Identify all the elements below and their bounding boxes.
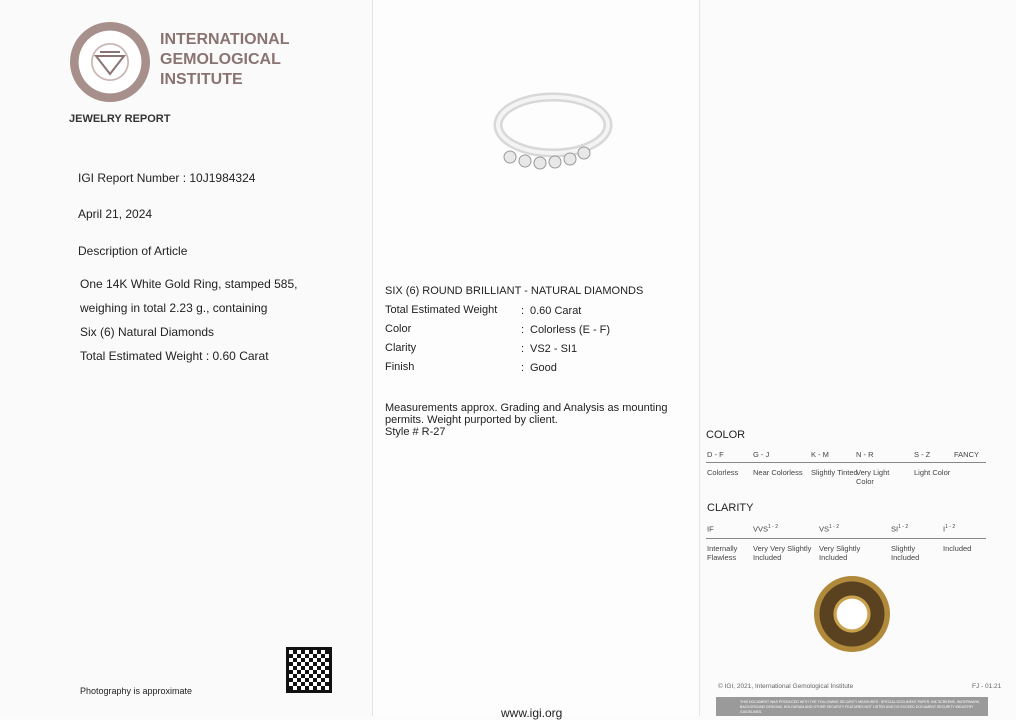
report-right-panel [700, 0, 1016, 716]
clarity-grade-label: VS [819, 524, 830, 534]
color-grade-description: Very Light Color [856, 468, 890, 486]
color-scale-title: COLOR [706, 429, 746, 441]
clarity-grade-label: SI [891, 524, 899, 534]
grade-label: Color [385, 323, 412, 335]
clarity-grade-range: 1 - 2 [768, 524, 779, 530]
description-line: One 14K White Gold Ring, stamped 585, [80, 277, 298, 291]
description-heading: Description of Article [78, 244, 188, 258]
grade-value: Colorless (E - F) [530, 324, 611, 336]
comment-line: Style # R-27 [385, 426, 446, 438]
grade-label: Finish [385, 361, 415, 373]
clarity-grade-description: Very Slightly Included [819, 544, 861, 562]
color-grade: G - J [753, 450, 770, 459]
report-middle-panel [373, 0, 700, 720]
comment-line: permits. Weight purported by client. [385, 414, 558, 426]
report-date: April 21, 2024 [78, 207, 153, 221]
grade-label: Clarity [385, 342, 417, 354]
clarity-grade-range: 1 - 2 [898, 524, 909, 530]
clarity-grade [819, 523, 839, 534]
color-grade: N - R [856, 450, 874, 459]
clarity-grade [891, 523, 908, 534]
color-grade-description: Colorless [707, 468, 739, 477]
grade-separator: : [521, 324, 525, 336]
grade-value: 0.60 Carat [530, 305, 582, 317]
photo-note: Photography is approximate [80, 686, 193, 696]
clarity-grade-description: Very Very Slightly Included [753, 544, 812, 562]
copyright: © IGI, 2021, International Gemological Institute [718, 683, 854, 690]
color-grade-description: Light Color [914, 468, 951, 477]
clarity-grade [943, 523, 955, 534]
grade-value: VS2 - SI1 [530, 343, 578, 355]
grade-separator: : [521, 305, 525, 317]
org-name-line-3: INSTITUTE [160, 71, 243, 88]
comment-line: Measurements approx. Grading and Analysis as mounting [385, 402, 668, 414]
ring-photo [488, 85, 618, 180]
clarity-grade-description: Included [943, 544, 972, 553]
clarity-grade [753, 523, 778, 534]
grade-value: Good [530, 362, 557, 374]
grade-separator: : [521, 343, 525, 355]
igi-logo-seal [70, 22, 150, 102]
clarity-grade-description: Slightly Included [891, 544, 920, 562]
report-type: JEWELRY REPORT [69, 113, 171, 125]
grade-label: Total Estimated Weight [385, 304, 498, 316]
security-note: THIS DOCUMENT WAS PRODUCED WITH THE FOLLOWING SECURITY MEASURES : SPECIAL DOCUMENT PAPER, INK SCREENS, WATERMARK, BACKGROUND DESIGNS, HOLOGRAM AND OTHER SECURITY FEATURES NOT LISTED AND DO EXCEED DOCUMENT SECURITY INDUSTRY GUIDELINES. [740, 700, 981, 714]
color-grade: K - M [811, 450, 829, 459]
color-grade: FANCY [954, 450, 980, 459]
description-line: Six (6) Natural Diamonds [80, 325, 215, 339]
security-banner [716, 697, 988, 716]
report-number: IGI Report Number : 10J1984324 [78, 171, 256, 185]
org-name-line-2: GEMOLOGICAL [160, 51, 281, 68]
org-name-line-1: INTERNATIONAL [160, 31, 290, 48]
clarity-grade [707, 523, 714, 534]
clarity-grade-range: 1 - 2 [829, 524, 840, 530]
description-line: weighing in total 2.23 g., containing [80, 301, 268, 315]
form-code: FJ - 01.21 [972, 683, 1002, 690]
diamond-icon [70, 22, 150, 102]
color-grade-description: Slightly Tinted [811, 468, 858, 477]
clarity-grade-label: IF [707, 524, 714, 534]
clarity-grade-label: I [943, 524, 946, 534]
clarity-scale-title: CLARITY [707, 502, 754, 514]
color-grade: D - F [707, 450, 724, 459]
color-grade: S - Z [914, 450, 931, 459]
clarity-grade-range: 1 - 2 [945, 524, 956, 530]
stone-heading: SIX (6) ROUND BRILLIANT - NATURAL DIAMONDS [385, 285, 644, 297]
description-line: Total Estimated Weight : 0.60 Carat [80, 349, 269, 363]
report-left-panel [0, 0, 373, 716]
color-grade-description: Near Colorless [753, 468, 803, 477]
clarity-grade-label: VVS [753, 524, 769, 534]
website-link[interactable]: www.igi.org [501, 706, 563, 720]
igi-gold-seal [814, 576, 890, 652]
grade-separator: : [521, 362, 525, 374]
clarity-grade-description: Internally Flawless [707, 544, 738, 562]
qr-code [286, 647, 332, 693]
